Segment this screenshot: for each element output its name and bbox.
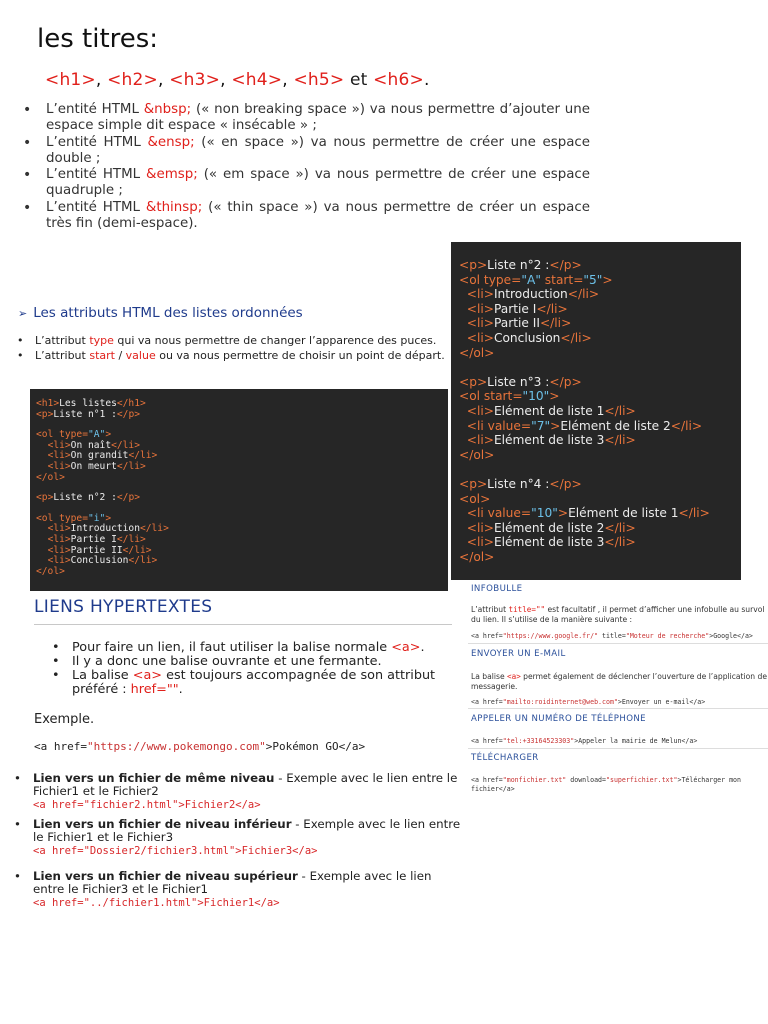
code-line: <ol start="10"> [459, 389, 560, 404]
code-line [459, 462, 733, 477]
code-line: <li>Elément de liste 2</li> [466, 520, 636, 535]
code-line: <p>Liste n°3 :</p> [459, 374, 582, 389]
divider [468, 643, 768, 644]
tag-h6: <h6> [373, 70, 424, 90]
code-line: <li>Elément de liste 3</li> [466, 535, 636, 550]
tag-et: et [349, 70, 368, 90]
code-line: <li>Conclusion</li> [466, 330, 592, 345]
code-line: <li>Elément de liste 1</li> [466, 403, 636, 418]
code-panel-right [451, 242, 741, 580]
code-panel-left [30, 389, 448, 591]
code-line: </ol> [459, 345, 495, 360]
list-item: • L’attribut type qui va nous permettre de changer l’apparence des puces. [17, 334, 437, 347]
exemple-code: <a href="https://www.pokemongo.com">Pokémon GO</a> [34, 740, 366, 753]
code-line: </ol> [459, 447, 495, 462]
code-line: <p>Liste n°4 :</p> [459, 476, 582, 491]
list-item: • L’entité HTML &emsp; (« em space ») va nous permettre de créer une espace quadruple ; [23, 167, 590, 198]
file-links-list [14, 772, 464, 916]
email-heading: ENVOYER UN E-MAIL [471, 649, 566, 659]
code-line: <li>Partie I</li> [47, 533, 146, 545]
telephone-code: <a href="tel:+33164523303">Appeler la mairie de Melun</a> [471, 737, 698, 745]
code-line: <li>On naît</li> [47, 439, 140, 451]
tag-h5: <h5> [293, 70, 345, 90]
infobulle-heading: INFOBULLE [471, 584, 523, 594]
code-line: <ol type="A" start="5"> [459, 272, 613, 287]
code-line: <p>Liste n°2 :</p> [459, 258, 582, 272]
code-line: <li>Partie II</li> [47, 544, 152, 556]
code-line: <ol type="i"> [36, 512, 112, 524]
email-text: La balise <a> permet également de déclencher l’ouverture de l’application de messagerie. [471, 672, 768, 691]
email-code: <a href="mailto:roidinternet@web.com">Envoyer un e-mail</a> [471, 698, 706, 706]
list-item: • L’entité HTML &nbsp; (« non breaking space ») va nous permettre d’ajouter une espace simple dit espace « insécable » ; [23, 102, 590, 133]
code-line: <p>Liste n°2 :</p> [36, 492, 140, 504]
code-line: <li>On meurt</li> [47, 460, 146, 472]
code-line: <li>Partie I</li> [466, 301, 568, 316]
tag-h4: <h4> [231, 70, 283, 90]
list-item: • L’entité HTML &thinsp; (« thin space ») va nous permettre de créer un espace très fin (demi-espace). [23, 199, 590, 231]
code-line: <li>Introduction</li> [47, 523, 169, 535]
code-line: <ol> [459, 491, 491, 506]
list-item: • Lien vers un fichier de niveau supérieur - Exemple avec le lien entre le Fichier3 et le Fichier1 <a href="../fichier1.html">Fichier1</a> [14, 869, 432, 909]
heading-tags: <h1>, <h2>, <h3>, <h4>, <h5> et <h6>. [45, 70, 430, 90]
divider [468, 748, 768, 749]
tag-h2: <h2> [107, 70, 158, 90]
infobulle-code: <a href="https://www.google.fr/" title="Moteur de recherche">Google</a> [471, 632, 753, 640]
list-item: • L’entité HTML &ensp; (« en space ») va nous permettre de créer une espace double ; [23, 134, 591, 166]
code-line: <ol type="A"> [36, 429, 112, 441]
code-line: <li>Introduction</li> [466, 287, 600, 302]
list-item: • L’attribut start / value ou va nous permettre de choisir un point de départ. [17, 349, 445, 362]
infobulle-text: L’attribut title="" est facultatif , il permet d’afficher une infobulle au survol du lien. Il s’utilise de la manière suivante : [471, 605, 765, 624]
tag-h3: <h3> [169, 70, 221, 90]
liens-heading: LIENS HYPERTEXTES [34, 597, 213, 617]
list-item: • Il y a donc une balise ouvrante et une fermante. [52, 654, 382, 669]
list-item: • Lien vers un fichier de niveau inférieur - Exemple avec le lien entre le Fichier1 et le Fichier3 <a href="Dossier2/fichier3.html">Fichier3</a> [14, 817, 461, 857]
code-line: </ol> [459, 549, 495, 564]
code-line: <li value="10">Elément de liste 1</li> [466, 506, 710, 521]
code-line: </ol> [36, 471, 65, 483]
entities-list [20, 102, 590, 232]
code-line: <li>On grandit</li> [47, 450, 158, 462]
code-line [459, 360, 733, 375]
divider [468, 708, 768, 709]
page-title: les titres: [37, 24, 159, 54]
attrs-heading: ➢ Les attributs HTML des listes ordonnées [18, 305, 303, 321]
code-line: <li>Elément de liste 3</li> [466, 433, 636, 448]
code-line: <li>Conclusion</li> [47, 555, 158, 567]
divider [34, 624, 452, 625]
code-line: <li value="7">Elément de liste 2</li> [466, 418, 703, 433]
list-item: • La balise <a> est toujours accompagnée de son attribut préféré : href="". [52, 668, 436, 697]
code-line: <p>Liste n°1 :</p> [36, 408, 140, 420]
code-line: </ol> [36, 565, 65, 577]
tag-h1: <h1> [45, 70, 96, 90]
telecharger-heading: TÉLÉCHARGER [471, 753, 539, 763]
liens-list [52, 641, 452, 697]
list-item: • Pour faire un lien, il faut utiliser la balise normale <a>. [52, 640, 425, 655]
code-line: <h1>Les listes</h1> [36, 398, 146, 409]
telephone-heading: APPELER UN NUMÉRO DE TÉLÉPHONE [471, 714, 647, 724]
exemple-label: Exemple. [34, 712, 95, 727]
arrow-bullet-icon: ➢ [18, 307, 28, 320]
attrs-list [17, 333, 447, 363]
telecharger-code: <a href="monfichier.txt" download="superfichier.txt">Télécharger mon fichier</a> [471, 776, 741, 793]
code-line: <li>Partie II</li> [466, 316, 572, 331]
list-item: • Lien vers un fichier de même niveau - Exemple avec le lien entre le Fichier1 et le Fichier2 <a href="fichier2.html">Fichier2</a> [14, 771, 458, 811]
